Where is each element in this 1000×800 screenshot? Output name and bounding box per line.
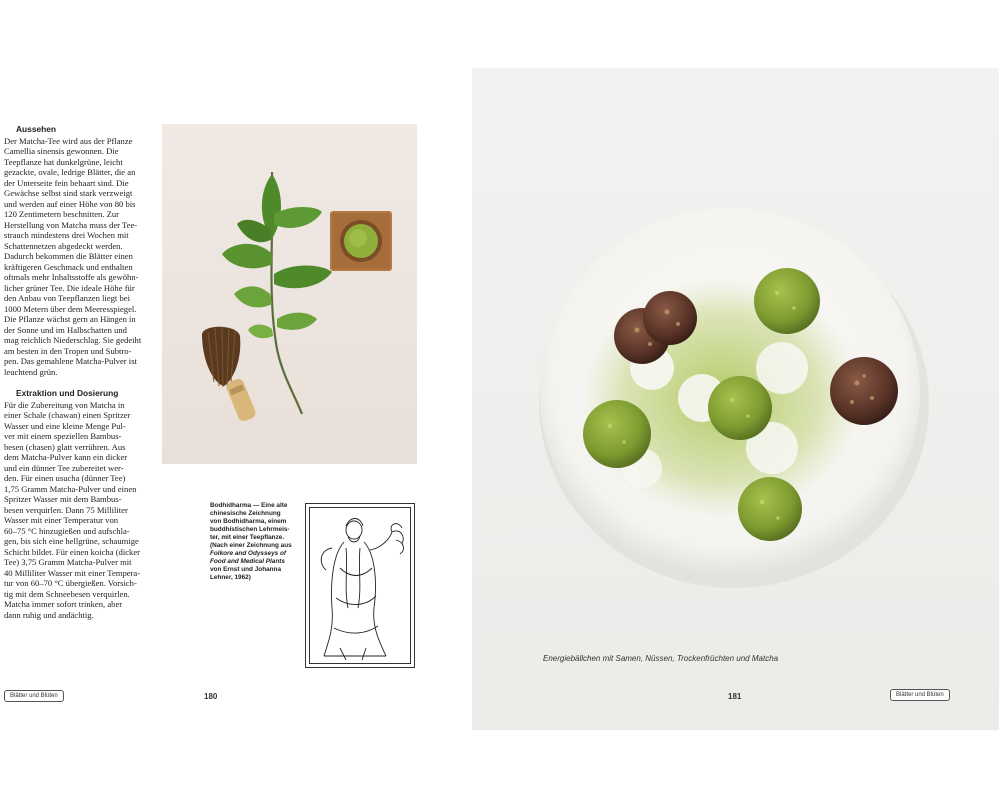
text-line: Dadurch bekommen die Blätter einen bbox=[4, 251, 133, 261]
text-line: 1,75 Gramm Matcha-Pulver und einen bbox=[4, 483, 137, 494]
text-line: Herstellung von Matcha muss der Tee- bbox=[4, 219, 138, 230]
matcha-ball bbox=[738, 477, 802, 541]
matcha-ball bbox=[708, 376, 772, 440]
text-line: und ein dünner Tee zubereitet wer- bbox=[4, 462, 124, 473]
caption-line: Food and Medical Plants bbox=[210, 558, 285, 565]
tea-plant-illustration bbox=[162, 124, 417, 464]
energy-balls-photo bbox=[472, 68, 999, 730]
section-heading-aussehen: Aussehen bbox=[16, 124, 57, 134]
text-line: dann ruhig und andächtig. bbox=[4, 609, 94, 620]
text-line: den. Für einen usucha (dünner Tee) bbox=[4, 473, 126, 483]
text-line: Gewächse selbst sind stark verzweigt bbox=[4, 188, 133, 198]
bamboo-whisk bbox=[202, 327, 257, 423]
matcha-ball bbox=[583, 400, 651, 468]
text-line: Wasser und eine kleine Menge Pul- bbox=[4, 420, 126, 431]
text-line: 1000 Metern über dem Meeresspiegel. bbox=[4, 303, 137, 314]
text-line: 120 Zentimetern beschnitten. Zur bbox=[4, 209, 120, 219]
text-line: einer Schale (chawan) einen Spritzer bbox=[4, 410, 131, 420]
tea-plant-photo bbox=[162, 124, 417, 464]
footer-tag-left: Blätter und Blüten bbox=[4, 690, 64, 702]
text-line: kräftigeren Geschmack und enthalten bbox=[4, 261, 133, 272]
caption-line: buddhistischen Lehrmeis- bbox=[210, 526, 290, 533]
text-line: Schattennetzen abgedeckt werden. bbox=[4, 240, 123, 251]
text-line: Spritzer Wasser mit dem Bambus- bbox=[4, 494, 122, 504]
footer-tag-right: Blätter und Blüten bbox=[890, 689, 950, 701]
text-line: Schicht bildet. Für einen koicha (dicker bbox=[4, 546, 141, 557]
text-line: gen, bis sich eine hellgrüne, schaumige bbox=[4, 536, 139, 546]
page-number-right: 181 bbox=[728, 692, 742, 701]
text-line: licher grüner Tee. Die ideale Höhe für bbox=[4, 282, 135, 293]
text-line: besen verquirlen. Dann 75 Milliliter bbox=[4, 504, 128, 515]
bodhidharma-figure-illustration bbox=[310, 508, 412, 665]
paragraph-extraktion bbox=[4, 400, 142, 621]
text-line: Wasser mit einer Temperatur von bbox=[4, 515, 119, 525]
text-line: 60–75 °C hinzugießen und aufschla- bbox=[4, 525, 130, 536]
text-line: oftmals mehr Inhaltsstoffe als gewöhn- bbox=[4, 272, 139, 282]
paragraph-aussehen bbox=[4, 136, 142, 378]
text-line: Für die Zubereitung von Matcha in bbox=[4, 399, 125, 410]
text-line: der Unterseite fein behaart sind. Die bbox=[4, 177, 129, 188]
caption-line: Lehner, 1962) bbox=[210, 574, 251, 581]
plate-illustration bbox=[472, 68, 999, 730]
text-line: Tee) 3,75 Gramm Matcha-Pulver mit bbox=[4, 557, 132, 567]
text-line: der Sonne und im Halbschatten und bbox=[4, 324, 127, 335]
section-heading-extraktion: Extraktion und Dosierung bbox=[16, 388, 119, 398]
nut-ball bbox=[830, 357, 898, 425]
bodhidharma-drawing bbox=[305, 503, 415, 668]
text-line: Teepflanze hat dunkelgrüne, leicht bbox=[4, 156, 123, 167]
text-line: tig mit dem Schneebesen verquirlen. bbox=[4, 588, 130, 599]
text-line: Die Pflanze wächst gern an Hängen in bbox=[4, 314, 136, 324]
text-line: dem Matcha-Pulver kann ein dicker bbox=[4, 452, 128, 462]
text-line: pen. Das gemahlene Matcha-Pulver ist bbox=[4, 356, 137, 366]
photo-caption: Energiebällchen mit Samen, Nüssen, Trockenfrüchten und Matcha bbox=[543, 654, 779, 663]
tea-leaves bbox=[222, 174, 332, 338]
text-line: tur von 60–70 °C übergießen. Vorsich- bbox=[4, 578, 137, 588]
drawing-frame bbox=[309, 507, 411, 664]
text-column bbox=[4, 124, 142, 631]
caption-line: Bodhidharma — Eine alte bbox=[210, 502, 288, 509]
nut-ball bbox=[643, 291, 697, 345]
caption-line: chinesische Zeichnung bbox=[210, 510, 281, 517]
caption-line: Folkore and Odysseys of bbox=[210, 550, 287, 557]
page-number-left: 180 bbox=[204, 692, 218, 701]
text-line: Der Matcha-Tee wird aus der Pflanze bbox=[4, 135, 133, 146]
text-line: strauch mindestens drei Wochen mit bbox=[4, 230, 129, 240]
caption-line: von Bodhidharma, einem bbox=[210, 518, 287, 525]
text-line: ver mit einem speziellen Bambus- bbox=[4, 431, 122, 441]
text-line: den Anbau von Teepflanzen liegt bei bbox=[4, 293, 130, 303]
caption-line: ter, mit einer Teepflanze. bbox=[210, 534, 285, 541]
drawing-caption bbox=[210, 502, 295, 582]
text-line: gezackte, ovale, ledrige Blätter, die an bbox=[4, 167, 136, 177]
text-line: und werden auf einer Höhe von 80 bis bbox=[4, 198, 136, 209]
caption-line: (Nach einer Zeichnung aus bbox=[210, 542, 292, 549]
text-line: am besten in den Tropen und Subtro- bbox=[4, 345, 132, 356]
text-line: leuchtend grün. bbox=[4, 366, 58, 377]
text-line: besen (chasen) glatt verrühren. Aus bbox=[4, 441, 126, 452]
wooden-matcha-box bbox=[330, 211, 392, 271]
text-line: mag reichlich Niederschlag. Sie gedeiht bbox=[4, 335, 142, 345]
text-line: Matcha immer sofort trinken, aber bbox=[4, 599, 123, 609]
text-line: Camellia sinensis gewonnen. Die bbox=[4, 146, 119, 156]
matcha-ball bbox=[754, 268, 820, 334]
text-line: 40 Milliliter Wasser mit einer Tempera- bbox=[4, 567, 141, 578]
caption-line: von Ernst und Johanna bbox=[210, 566, 282, 573]
